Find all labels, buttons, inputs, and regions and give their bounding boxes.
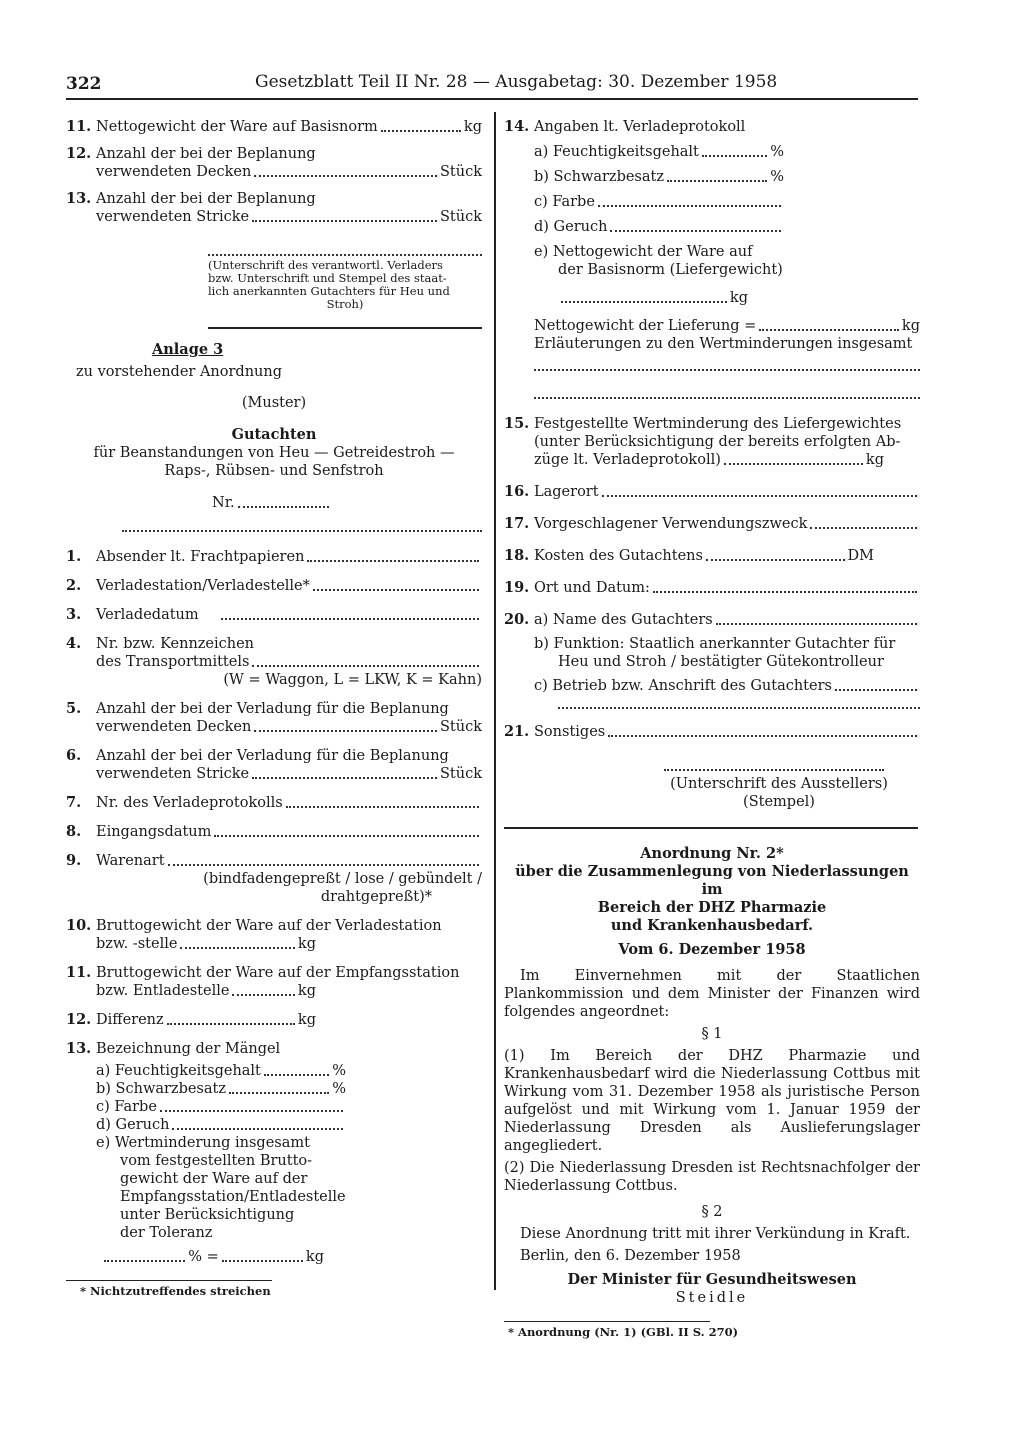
list-item: 6. Anzahl der bei der Verladung für die Beplanung verwendeten Stricke Stück — [66, 747, 482, 782]
left-column — [66, 118, 482, 1298]
list-item: 19. Ort und Datum: — [504, 579, 920, 597]
list-item: 18. Kosten des Gutachtens DM — [504, 547, 874, 564]
list-item: 13. Anzahl der bei der Beplanung verwendeten Stricke Stück — [66, 190, 482, 225]
right-footnote: * Anordnung (Nr. 1) (GBl. II S. 270) — [508, 1325, 739, 1339]
list-item: 10. Bruttogewicht der Ware auf der Verladestation bzw. -stelle kg — [66, 917, 442, 952]
list-item: 1. Absender lt. Frachtpapieren — [66, 548, 482, 566]
list-item: 16. Lagerort — [504, 483, 920, 501]
list-item: 12. Anzahl der bei der Beplanung verwendeten Decken Stück — [66, 145, 482, 180]
page-header-title: Gesetzblatt Teil II Nr. 28 — Ausgabetag: 30. Dezember 1958 — [255, 72, 778, 92]
verlader-signature-block: (Unterschrift des verantwortl. Verladers bzw. Unterschrift und Stempel des staat- lich anerkannten Gutachters für Heu und Stroh) — [208, 248, 482, 329]
aussteller-signature: (Unterschrift des Ausstellers) (Stempel) — [664, 763, 894, 811]
list-item: d) Geruch — [96, 1116, 346, 1134]
list-item: c) Farbe — [96, 1098, 346, 1116]
list-item: 11. Nettogewicht der Ware auf Basisnorm kg — [66, 118, 482, 135]
list-item: 17. Vorgeschlagener Verwendungszweck — [504, 515, 920, 533]
list-item: b) Schwarzbesatz % — [96, 1081, 346, 1097]
header-rule — [66, 98, 918, 100]
list-item: 9. Warenart (bindfadengepreßt / lose / gebündelt / drahtgepreßt)* — [66, 852, 482, 905]
form-items — [66, 548, 482, 1266]
list-item: 20. a) Name des Gutachters b) Funktion: Staatlich anerkannter Gutachter für Heu und Stroh / bestätigter Gütekontrolleur c) Betrieb bzw. Anschrift des Gutachters — [504, 611, 920, 709]
list-item: 13. Bezeichnung der Mängel — [66, 1040, 281, 1057]
list-item: 7. Nr. des Verladeprotokolls — [66, 794, 482, 812]
list-item: 21. Sonstiges — [504, 723, 920, 741]
list-item: 14. Angaben lt. Verladeprotokoll a) Feuchtigkeitsgehalt % b) Schwarzbesatz % c) Farbe d) Geruch e) Nettogewicht der Ware auf der Basisnorm (Liefergewicht) kg Nettogewicht der Lieferung = kg Erläuterungen zu den Wertminderungen insgesamt — [504, 118, 920, 399]
list-item: 4. Nr. bzw. Kennzeichen des Transportmittels (W = Waggon, L = LKW, K = Kahn) — [66, 635, 482, 688]
list-item: 2. Verladestation/Verladestelle* — [66, 577, 482, 595]
column-divider — [494, 112, 496, 1290]
item13-e: e) Wertminderung insgesamt vom festgestellten Brutto- gewicht der Ware auf der Empfangsstation/Entladestelle unter Berücksichtigung der Toleranz % = kg — [96, 1135, 346, 1265]
list-item: 5. Anzahl der bei der Verladung für die Beplanung verwendeten Decken Stück — [66, 700, 482, 735]
list-item: 12. Differenz kg — [66, 1011, 316, 1028]
page-number: 322 — [66, 74, 102, 94]
list-item: 8. Eingangsdatum — [66, 823, 482, 841]
list-item: 15. Festgestellte Wertminderung des Liefergewichtes (unter Berücksichtigung der bereits erfolgten Ab- züge lt. Verladeprotokoll) kg — [504, 415, 902, 468]
list-item: a) Feuchtigkeitsgehalt % — [96, 1063, 346, 1079]
anordnung: Anordnung Nr. 2* über die Zusammenlegung von Niederlassungen im Bereich der DHZ Pharmazie und Krankenhausbedarf. Vom 6. Dezember 1958 Im Einvernehmen mit der Staatlichen Plankommission und dem Minister der Finanzen wird folgendes angeordnet: § 1 (1) Im Bereich der DHZ Pharmazie und Krankenhausbedarf wird die Niederlassung Cottbus mit Wirkung vom 31. Dezember 1958 als juristische Person aufgelöst und mit Wirkung vom 1. Januar 1959 der Niederlassung Dresden als Auslieferungslager angegliedert. (2) Die Niederlassung Dresden ist Rechtsnachfolger der Niederlassung Cottbus. § 2 Diese Anordnung tritt mit ihrer Verkündung in Kraft. Berlin, den 6. Dezember 1958 Der Minister für Gesundheitswesen Steidle — [504, 845, 920, 1306]
anordnung-title: Anordnung Nr. 2* — [640, 845, 784, 862]
right-column — [504, 118, 920, 1339]
item13-subitems — [96, 1062, 346, 1266]
left-footnote: * Nichtzutreffendes streichen — [80, 1284, 271, 1298]
anlage-heading: Anlage 3 zu vorstehender Anordnung (Muster) Gutachten für Beanstandungen von Heu — Getreidestroh — Raps-, Rübsen- und Senfstroh Nr. — [66, 341, 482, 532]
list-item: 11. Bruttogewicht der Ware auf der Empfangsstation bzw. Entladestelle kg — [66, 964, 460, 999]
list-item: 3. Verladedatum — [66, 606, 482, 624]
